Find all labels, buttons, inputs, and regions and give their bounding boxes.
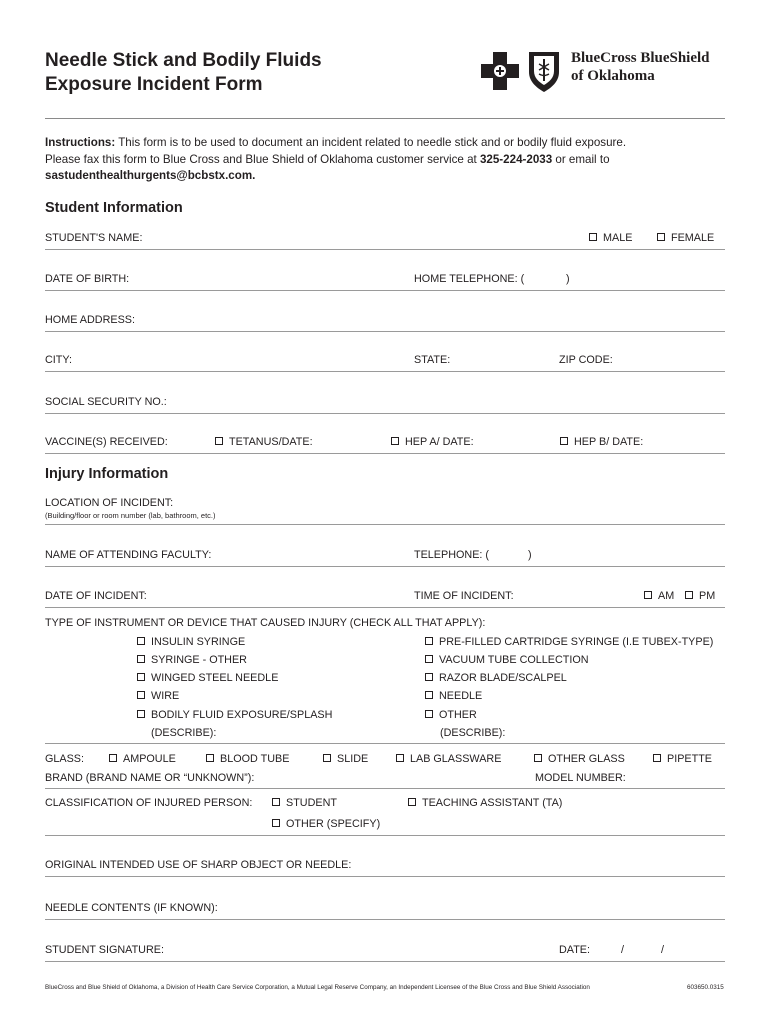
home-address-line[interactable] xyxy=(45,331,725,332)
slide-checkbox[interactable] xyxy=(323,753,368,765)
time-incident-label: TIME OF INCIDENT: xyxy=(414,590,514,602)
checkbox-icon xyxy=(109,754,117,762)
logo-text xyxy=(571,49,710,85)
instrument-label: WIRE xyxy=(151,690,180,702)
home-phone-close: ) xyxy=(566,273,570,285)
vaccines-line[interactable] xyxy=(45,453,725,454)
logo-line-2: of Oklahoma xyxy=(571,68,655,84)
instrument-option[interactable] xyxy=(137,690,179,702)
hep-a-label: HEP A/ DATE: xyxy=(405,436,474,448)
instructions-label: Instructions: xyxy=(45,136,116,149)
hep-a-checkbox[interactable] xyxy=(391,436,474,448)
lab-glassware-checkbox[interactable] xyxy=(396,753,501,765)
ta-checkbox[interactable] xyxy=(408,797,562,809)
brand-label: BRAND (BRAND NAME OR “UNKNOWN”): xyxy=(45,772,255,784)
dob-label: DATE OF BIRTH: xyxy=(45,273,130,285)
bcbs-logo xyxy=(481,48,731,94)
telephone-label: TELEPHONE: ( xyxy=(414,549,489,561)
instrument-option[interactable] xyxy=(137,709,332,721)
classification-label: CLASSIFICATION OF INJURED PERSON: xyxy=(45,797,253,809)
footer-code: 603650.0315 xyxy=(687,984,724,991)
am-label: AM xyxy=(658,590,675,602)
checkbox-icon xyxy=(137,691,145,699)
footer-text: BlueCross and Blue Shield of Oklahoma, a Division of Health Care Service Corporation, a Mutual Legal Reserve Company, an Independent Licensee of the Blue Cross and Blue Shield Association xyxy=(45,984,590,991)
injury-info-heading: Injury Information xyxy=(45,466,169,482)
checkbox-icon xyxy=(534,754,542,762)
instrument-option[interactable] xyxy=(137,654,247,666)
date-slash: / xyxy=(661,944,664,956)
tetanus-label: TETANUS/DATE: xyxy=(229,436,313,448)
instrument-label: RAZOR BLADE/SCALPEL xyxy=(439,672,567,684)
checkbox-icon xyxy=(137,710,145,718)
checkbox-icon xyxy=(425,673,433,681)
describe-left-label: (DESCRIBE): xyxy=(151,727,217,739)
pipette-label: PIPETTE xyxy=(667,753,712,765)
checkbox-icon xyxy=(137,655,145,663)
male-checkbox[interactable] xyxy=(589,232,632,244)
home-address-label: HOME ADDRESS: xyxy=(45,314,135,326)
tetanus-checkbox[interactable] xyxy=(215,436,313,448)
date-incident-label: DATE OF INCIDENT: xyxy=(45,590,147,602)
original-use-line[interactable] xyxy=(45,876,725,877)
instrument-option[interactable] xyxy=(425,690,482,702)
female-label: FEMALE xyxy=(671,232,715,244)
signature-line[interactable] xyxy=(45,961,725,962)
checkbox-icon xyxy=(215,437,223,445)
ampoule-checkbox[interactable] xyxy=(109,753,176,765)
checkbox-icon xyxy=(685,591,693,599)
faculty-label: NAME OF ATTENDING FACULTY: xyxy=(45,549,212,561)
date-slash: / xyxy=(621,944,624,956)
checkbox-icon xyxy=(391,437,399,445)
checkbox-icon xyxy=(425,710,433,718)
ampoule-label: AMPOULE xyxy=(123,753,176,765)
model-label: MODEL NUMBER: xyxy=(535,772,626,784)
student-label: STUDENT xyxy=(286,797,337,809)
male-label: MALE xyxy=(603,232,633,244)
dob-line[interactable] xyxy=(45,290,725,291)
checkbox-icon xyxy=(272,819,280,827)
checkbox-icon xyxy=(644,591,652,599)
state-label: STATE: xyxy=(414,354,451,366)
classification-line[interactable] xyxy=(45,835,725,836)
instructions xyxy=(45,135,735,185)
instrument-label: PRE-FILLED CARTRIDGE SYRINGE (I.E TUBEX-TYPE) xyxy=(439,636,714,648)
telephone-close: ) xyxy=(528,549,532,561)
email-address: sastudenthealthurgents@bcbstx.com. xyxy=(45,169,256,182)
student-name-label: STUDENT'S NAME: xyxy=(45,232,143,244)
checkbox-icon xyxy=(425,637,433,645)
instrument-label: OTHER xyxy=(439,709,477,721)
instrument-label: INSULIN SYRINGE xyxy=(151,636,246,648)
faculty-line[interactable] xyxy=(45,566,725,567)
checkbox-icon xyxy=(323,754,331,762)
instrument-option[interactable] xyxy=(425,672,567,684)
signature-label: STUDENT SIGNATURE: xyxy=(45,944,164,956)
student-name-line[interactable] xyxy=(45,249,725,250)
cross-shield-icon xyxy=(481,48,565,94)
pm-label: PM xyxy=(699,590,716,602)
vaccines-label: VACCINE(S) RECEIVED: xyxy=(45,436,168,448)
other-specify-checkbox[interactable] xyxy=(272,818,380,830)
instructions-text-2: Please fax this form to Blue Cross and Blue Shield of Oklahoma customer service at xyxy=(45,152,480,166)
fax-number: 325-224-2033 xyxy=(479,152,553,166)
checkbox-icon xyxy=(653,754,661,762)
other-specify-label: OTHER (SPECIFY) xyxy=(286,818,381,830)
title-line-2: Exposure Incident Form xyxy=(45,74,263,95)
instrument-label: WINGED STEEL NEEDLE xyxy=(151,672,279,684)
location-label: LOCATION OF INCIDENT: xyxy=(45,497,174,509)
instrument-label: BODILY FLUID EXPOSURE/SPLASH xyxy=(151,709,333,721)
checkbox-icon xyxy=(272,798,280,806)
female-checkbox[interactable] xyxy=(657,232,714,244)
glass-label: GLASS: xyxy=(45,753,85,765)
location-line[interactable] xyxy=(45,524,725,525)
needle-contents-label: NEEDLE CONTENTS (IF KNOWN): xyxy=(45,902,218,914)
other-glass-checkbox[interactable] xyxy=(534,753,625,765)
home-phone-label: HOME TELEPHONE: ( xyxy=(414,273,525,285)
instructions-text-3: or email to xyxy=(552,152,610,166)
brand-line[interactable] xyxy=(45,788,725,789)
city-label: CITY: xyxy=(45,354,72,366)
checkbox-icon xyxy=(396,754,404,762)
checkbox-icon xyxy=(589,233,597,241)
instrument-option[interactable] xyxy=(137,636,245,648)
ssn-label: SOCIAL SECURITY NO.: xyxy=(45,396,167,408)
am-checkbox[interactable] xyxy=(644,590,674,602)
date-incident-line[interactable] xyxy=(45,607,725,608)
checkbox-icon xyxy=(206,754,214,762)
student-checkbox[interactable] xyxy=(272,797,337,809)
page-title xyxy=(45,49,322,97)
instrument-label: VACUUM TUBE COLLECTION xyxy=(439,654,589,666)
instrument-label: SYRINGE - OTHER xyxy=(151,654,247,666)
student-info-heading: Student Information xyxy=(45,200,183,216)
checkbox-icon xyxy=(425,691,433,699)
instrument-label: NEEDLE xyxy=(439,690,483,702)
hep-b-label: HEP B/ DATE: xyxy=(574,436,644,448)
instructions-text-1: This form is to be used to document an incident related to needle stick and or bodily fluid exposure. xyxy=(115,136,627,149)
hep-b-checkbox[interactable] xyxy=(560,436,643,448)
other-glass-label: OTHER GLASS xyxy=(548,753,625,765)
checkbox-icon xyxy=(137,637,145,645)
instrument-question: TYPE OF INSTRUMENT OR DEVICE THAT CAUSED INJURY (CHECK ALL THAT APPLY): xyxy=(45,617,486,629)
checkbox-icon xyxy=(425,655,433,663)
zip-label: ZIP CODE: xyxy=(559,354,613,366)
ssn-line[interactable] xyxy=(45,413,725,414)
slide-label: SLIDE xyxy=(337,753,369,765)
instrument-option[interactable] xyxy=(425,654,589,666)
ta-label: TEACHING ASSISTANT (TA) xyxy=(422,797,563,809)
pm-checkbox[interactable] xyxy=(685,590,715,602)
instrument-option[interactable] xyxy=(425,636,713,648)
title-line-1: Needle Stick and Bodily Fluids xyxy=(45,50,322,71)
blood-tube-checkbox[interactable] xyxy=(206,753,289,765)
header-divider xyxy=(45,118,725,119)
checkbox-icon xyxy=(137,673,145,681)
original-use-label: ORIGINAL INTENDED USE OF SHARP OBJECT OR NEEDLE: xyxy=(45,859,352,871)
city-line[interactable] xyxy=(45,371,725,372)
date-label: DATE: xyxy=(559,944,590,956)
logo-line-1: BlueCross BlueShield xyxy=(571,50,710,66)
instrument-line[interactable] xyxy=(45,743,725,744)
checkbox-icon xyxy=(408,798,416,806)
describe-right-label: (DESCRIBE): xyxy=(440,727,506,739)
instrument-option[interactable] xyxy=(137,672,278,684)
instrument-option[interactable] xyxy=(425,709,477,721)
location-hint: (Building/floor or room number (lab, bathroom, etc.) xyxy=(45,511,216,520)
pipette-checkbox[interactable] xyxy=(653,753,712,765)
lab-glassware-label: LAB GLASSWARE xyxy=(410,753,502,765)
checkbox-icon xyxy=(657,233,665,241)
needle-contents-line[interactable] xyxy=(45,919,725,920)
checkbox-icon xyxy=(560,437,568,445)
blood-tube-label: BLOOD TUBE xyxy=(220,753,290,765)
